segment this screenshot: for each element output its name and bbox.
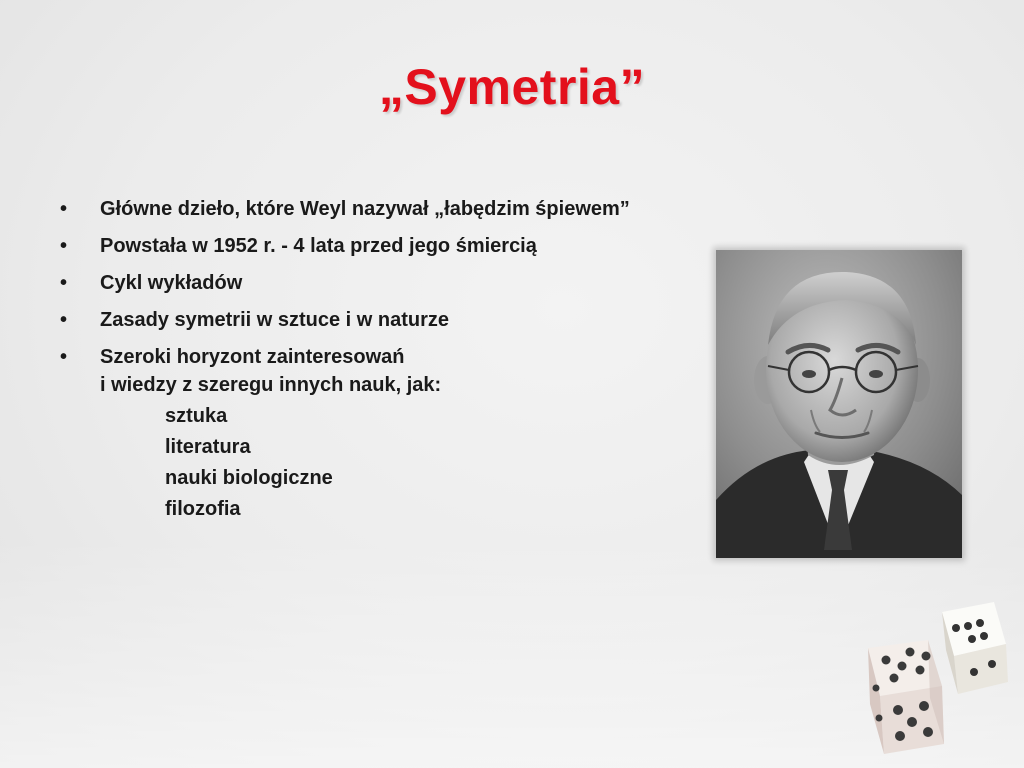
sub-item: literatura	[165, 436, 251, 458]
bullet-text: Zasady symetrii w sztuce i w naturze	[100, 309, 450, 331]
die-front	[868, 640, 944, 754]
bullet-text: Główne dzieło, które Weyl nazywał „łabędzim śpiewem”	[100, 198, 630, 220]
die-back	[942, 602, 1008, 694]
bullet-text: Powstała w 1952 r. - 4 lata przed jego śmiercią	[100, 235, 537, 257]
bullet-item	[58, 307, 630, 333]
bullet-text-line2: i wiedzy z szeregu innych nauk, jak:	[100, 374, 442, 396]
bullet-marker: •	[60, 309, 68, 331]
dice-decoration	[824, 568, 1024, 768]
bullet-marker: •	[60, 235, 68, 257]
bullet-marker: •	[60, 346, 68, 368]
slide-title: „Symetria”	[378, 59, 646, 115]
portrait-illustration	[716, 250, 962, 558]
bullet-text: Cykl wykładów	[100, 272, 243, 294]
bullet-text-line1: Szeroki horyzont zainteresowań	[100, 346, 405, 368]
bullet-marker: •	[60, 198, 68, 220]
bullet-item	[58, 196, 630, 222]
bullet-item	[58, 233, 630, 259]
bullet-marker: •	[60, 272, 68, 294]
sub-item: nauki biologiczne	[165, 467, 333, 489]
portrait-photo	[716, 250, 962, 558]
sub-item: sztuka	[165, 405, 228, 427]
bullet-item	[58, 270, 630, 296]
bullet-item	[58, 344, 630, 525]
sub-item: filozofia	[165, 498, 241, 520]
bullet-list	[58, 196, 630, 536]
